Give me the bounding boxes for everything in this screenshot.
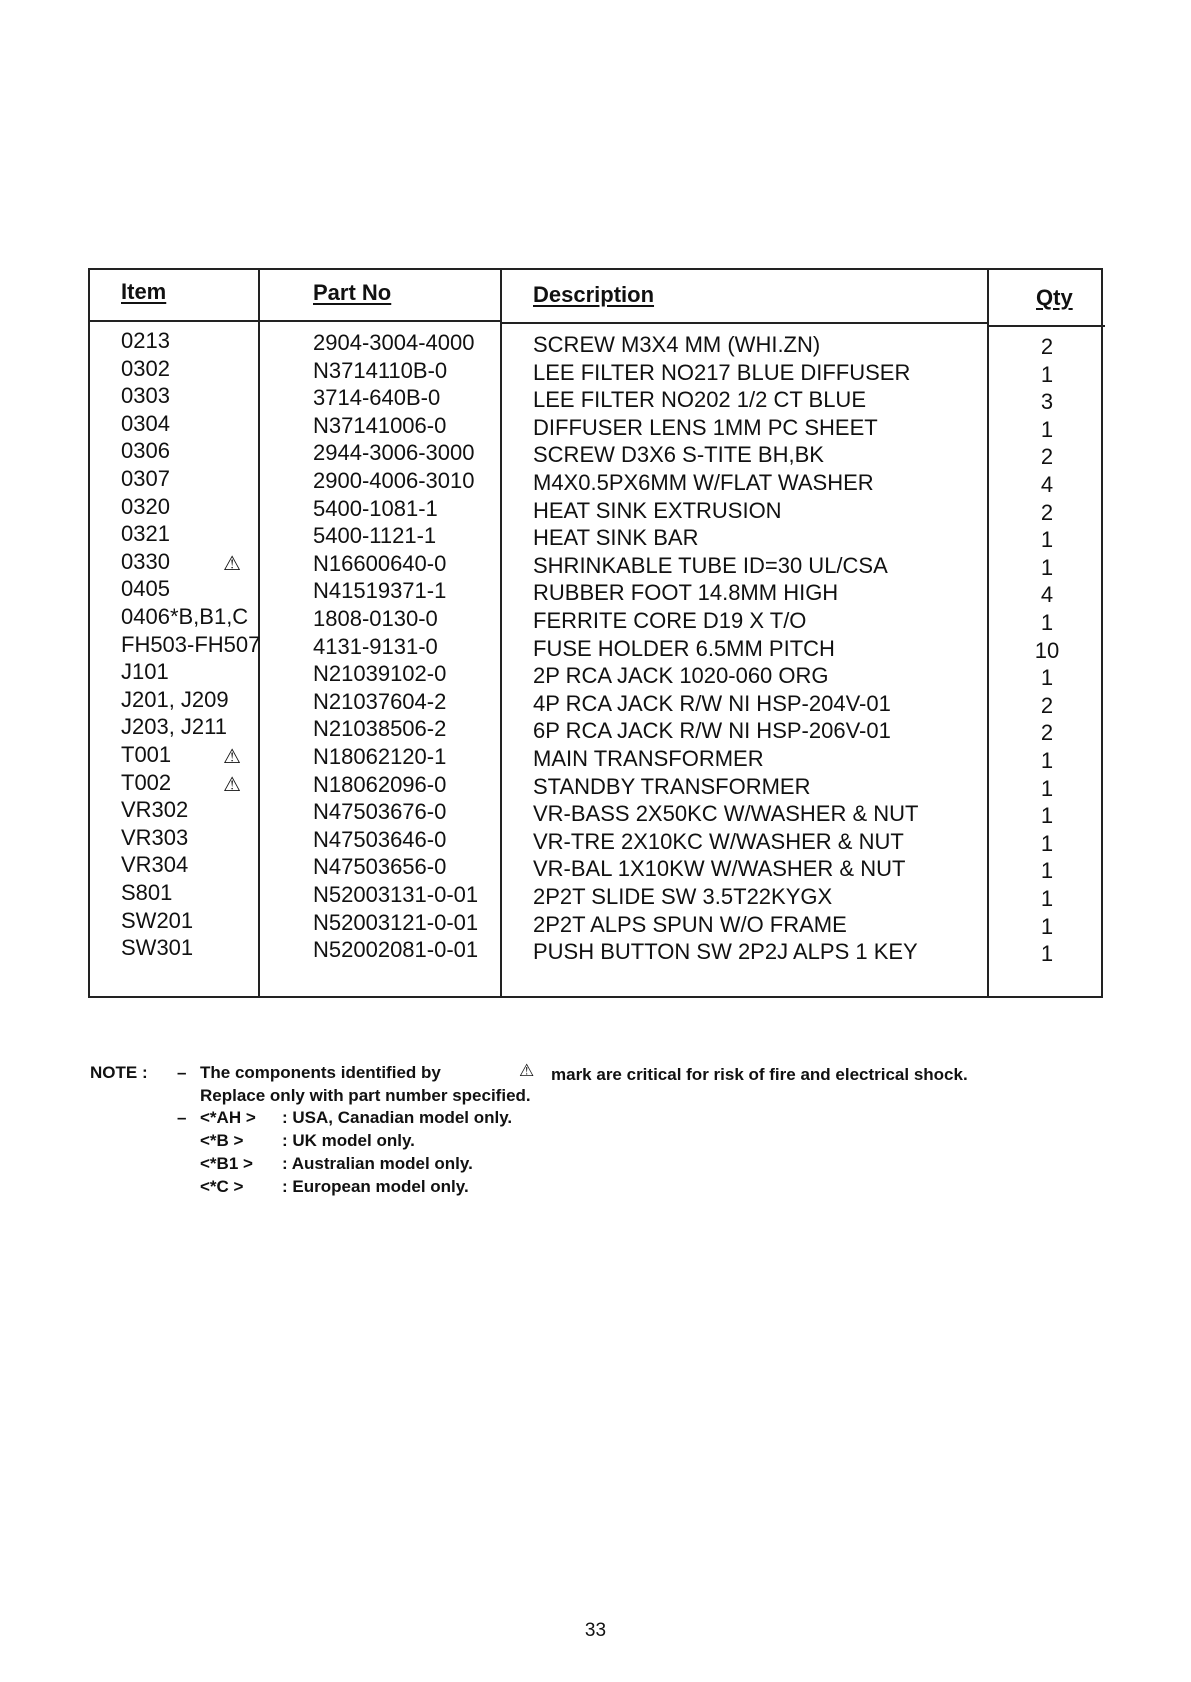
qty-cell: 10 — [1034, 638, 1060, 663]
part-no-cell: N21039102-0 — [313, 661, 447, 686]
note-line2: Replace only with part number specified. — [200, 1086, 531, 1105]
description-cell: 4P RCA JACK R/W NI HSP-204V-01 — [533, 691, 891, 716]
header-description: Description — [533, 282, 655, 307]
item-cell: VR302 — [121, 797, 189, 822]
page-number: 33 — [584, 1620, 607, 1641]
column-divider — [987, 270, 989, 996]
part-no-cell: 4131-9131-0 — [313, 634, 438, 659]
description-cell: 6P RCA JACK R/W NI HSP-206V-01 — [533, 718, 891, 743]
part-no-cell: 2944-3006-3000 — [313, 440, 475, 465]
qty-cell: 2 — [1040, 444, 1054, 469]
parts-table — [88, 268, 1103, 998]
qty-cell: 2 — [1040, 500, 1054, 525]
qty-cell: 3 — [1040, 389, 1054, 414]
item-cell: 0306 — [121, 438, 170, 463]
qty-cell: 1 — [1040, 665, 1054, 690]
part-no-cell: N47503646-0 — [313, 827, 447, 852]
model-code: <*B > — [200, 1131, 244, 1150]
header-divider — [500, 322, 987, 324]
item-cell: 0330 — [121, 549, 170, 574]
part-no-cell: N47503676-0 — [313, 799, 447, 824]
description-cell: VR-BASS 2X50KC W/WASHER & NUT — [533, 801, 919, 826]
warning-icon: ⚠ — [519, 1061, 535, 1080]
description-cell: PUSH BUTTON SW 2P2J ALPS 1 KEY — [533, 939, 918, 964]
description-cell: SHRINKABLE TUBE ID=30 UL/CSA — [533, 553, 888, 578]
part-no-cell: 3714-640B-0 — [313, 385, 441, 410]
note-label: NOTE : — [90, 1063, 148, 1082]
item-cell: FH503-FH507 — [121, 632, 261, 657]
header-qty: Qty — [1036, 285, 1073, 310]
description-cell: SCREW M3X4 MM (WHI.ZN) — [533, 332, 821, 357]
item-cell: S801 — [121, 880, 173, 905]
item-cell: 0307 — [121, 466, 170, 491]
description-cell: FUSE HOLDER 6.5MM PITCH — [533, 636, 835, 661]
model-code: <*C > — [200, 1177, 244, 1196]
header-part-no: Part No — [313, 280, 392, 305]
qty-cell: 1 — [1040, 610, 1054, 635]
qty-cell: 1 — [1040, 858, 1054, 883]
qty-cell: 4 — [1040, 582, 1054, 607]
item-cell: 0406*B,B1,C — [121, 604, 249, 629]
part-no-cell: N3714110B-0 — [313, 358, 448, 383]
item-cell: SW301 — [121, 935, 194, 960]
description-cell: 2P2T ALPS SPUN W/O FRAME — [533, 912, 847, 937]
note-line1b: mark are critical for risk of fire and electrical shock. — [551, 1065, 968, 1084]
part-no-cell: N21038506-2 — [313, 716, 447, 741]
item-cell: T001 — [121, 742, 172, 767]
model-text: : USA, Canadian model only. — [282, 1108, 513, 1127]
part-no-cell: N16600640-0 — [313, 551, 447, 576]
description-cell: LEE FILTER NO202 1/2 CT BLUE — [533, 387, 866, 412]
warning-icon: ⚠ — [223, 553, 241, 575]
item-cell: 0320 — [121, 494, 170, 519]
qty-cell: 2 — [1040, 720, 1054, 745]
description-cell: 2P RCA JACK 1020-060 ORG — [533, 663, 829, 688]
item-cell: 0304 — [121, 411, 170, 436]
item-cell: 0405 — [121, 576, 170, 601]
part-no-cell: N52002081-0-01 — [313, 937, 479, 962]
part-no-cell: N18062120-1 — [313, 744, 447, 769]
description-cell: MAIN TRANSFORMER — [533, 746, 764, 771]
item-cell: J201, J209 — [121, 687, 229, 712]
qty-cell: 1 — [1040, 748, 1054, 773]
item-cell: T002 — [121, 770, 172, 795]
note-dash: – — [177, 1063, 187, 1082]
model-code: <*AH > — [200, 1108, 256, 1127]
part-no-cell: N52003121-0-01 — [313, 910, 479, 935]
header-divider — [987, 325, 1105, 327]
part-no-cell: 5400-1121-1 — [313, 523, 437, 548]
qty-cell: 1 — [1040, 417, 1054, 442]
item-cell: VR303 — [121, 825, 189, 850]
part-no-cell: 1808-0130-0 — [313, 606, 438, 631]
qty-cell: 1 — [1040, 831, 1054, 856]
qty-cell: 2 — [1040, 693, 1054, 718]
part-no-cell: N21037604-2 — [313, 689, 447, 714]
warning-icon: ⚠ — [223, 774, 241, 796]
note-line1a: The components identified by — [200, 1063, 441, 1082]
item-cell: J203, J211 — [121, 714, 228, 739]
part-no-cell: N18062096-0 — [313, 772, 447, 797]
qty-cell: 2 — [1040, 334, 1054, 359]
item-cell: VR304 — [121, 852, 189, 877]
description-cell: DIFFUSER LENS 1MM PC SHEET — [533, 415, 878, 440]
qty-cell: 1 — [1040, 886, 1054, 911]
description-cell: LEE FILTER NO217 BLUE DIFFUSER — [533, 360, 911, 385]
description-cell: VR-TRE 2X10KC W/WASHER & NUT — [533, 829, 904, 854]
description-cell: M4X0.5PX6MM W/FLAT WASHER — [533, 470, 874, 495]
qty-cell: 1 — [1040, 776, 1054, 801]
header-divider — [90, 320, 500, 322]
item-cell: 0321 — [121, 521, 170, 546]
part-no-cell: 2900-4006-3010 — [313, 468, 475, 493]
warning-icon: ⚠ — [223, 746, 241, 768]
qty-cell: 1 — [1040, 941, 1054, 966]
model-text: : Australian model only. — [282, 1154, 473, 1173]
description-cell: 2P2T SLIDE SW 3.5T22KYGX — [533, 884, 833, 909]
part-no-cell: 2904-3004-4000 — [313, 330, 475, 355]
description-cell: STANDBY TRANSFORMER — [533, 774, 811, 799]
description-cell: SCREW D3X6 S-TITE BH,BK — [533, 442, 824, 467]
item-cell: J101 — [121, 659, 169, 684]
part-no-cell: 5400-1081-1 — [313, 496, 438, 521]
model-text: : UK model only. — [282, 1131, 415, 1150]
qty-cell: 1 — [1040, 362, 1054, 387]
qty-cell: 4 — [1040, 472, 1054, 497]
description-cell: HEAT SINK BAR — [533, 525, 699, 550]
part-no-cell: N37141006-0 — [313, 413, 447, 438]
qty-cell: 1 — [1040, 803, 1054, 828]
item-cell: 0302 — [121, 356, 170, 381]
model-code: <*B1 > — [200, 1154, 253, 1173]
qty-cell: 1 — [1040, 555, 1054, 580]
model-text: : European model only. — [282, 1177, 469, 1196]
description-cell: VR-BAL 1X10KW W/WASHER & NUT — [533, 856, 906, 881]
item-cell: 0213 — [121, 328, 170, 353]
part-no-cell: N41519371-1 — [313, 578, 447, 603]
note-dash: – — [177, 1108, 187, 1127]
header-item: Item — [121, 279, 167, 304]
description-cell: RUBBER FOOT 14.8MM HIGH — [533, 580, 839, 605]
item-cell: 0303 — [121, 383, 170, 408]
qty-cell: 1 — [1040, 527, 1054, 552]
item-cell: SW201 — [121, 908, 194, 933]
part-no-cell: N47503656-0 — [313, 854, 447, 879]
description-cell: HEAT SINK EXTRUSION — [533, 498, 782, 523]
column-divider — [500, 270, 502, 996]
description-cell: FERRITE CORE D19 X T/O — [533, 608, 807, 633]
part-no-cell: N52003131-0-01 — [313, 882, 479, 907]
qty-cell: 1 — [1040, 914, 1054, 939]
